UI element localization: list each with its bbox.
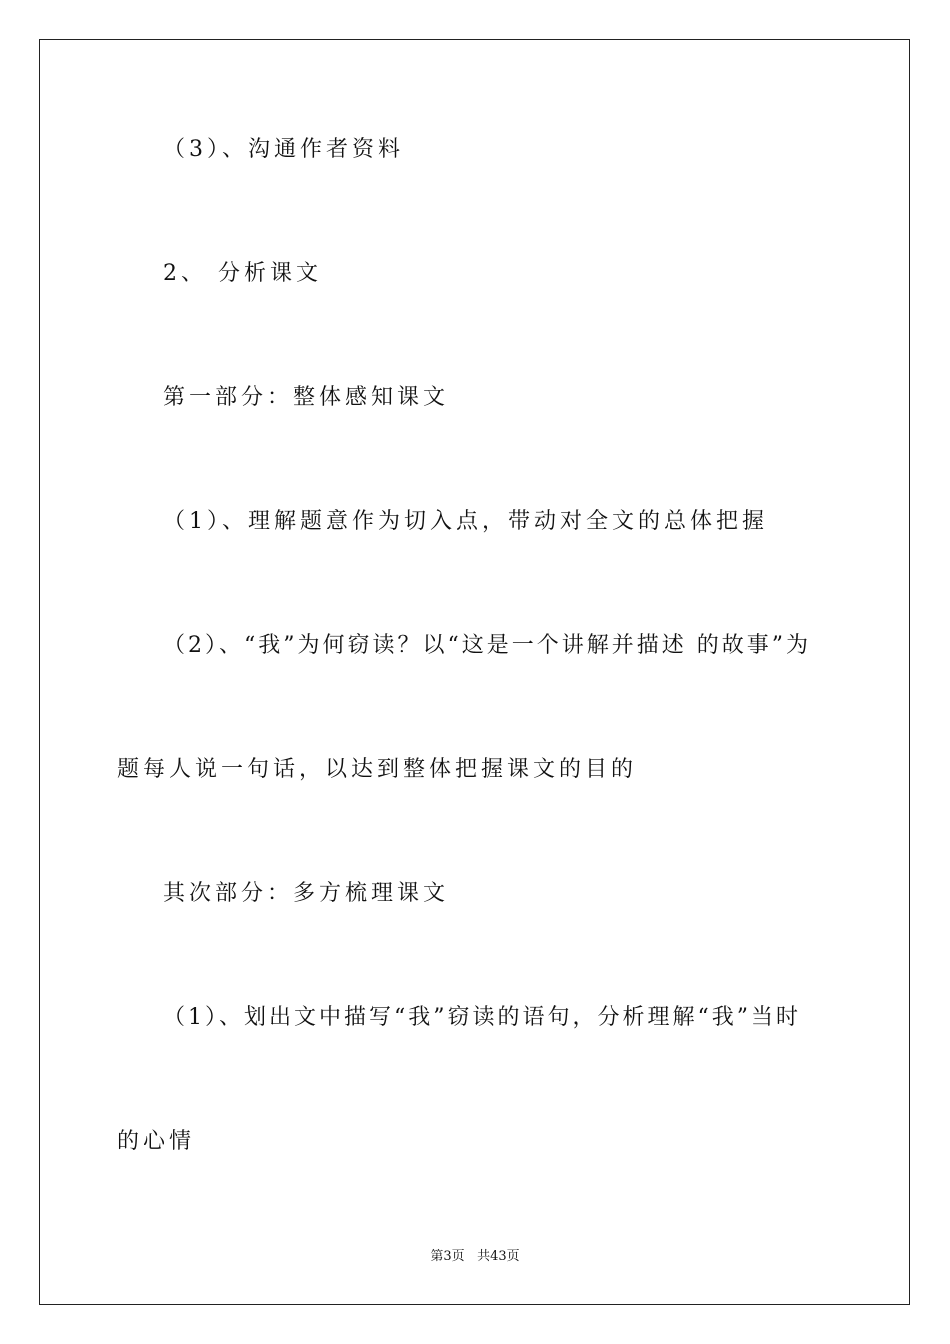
- text-line-3: 第一部分：整体感知课文: [163, 385, 450, 410]
- text-line-6: 题每人说一句话，以达到整体把握课文的目的: [117, 757, 638, 782]
- page-footer: [0, 1248, 950, 1266]
- text-line-5: （2）、“我”为何窃读？以“这是一个讲解并描述 的故事”为: [163, 633, 811, 658]
- text-line-9: 的心情: [117, 1129, 196, 1154]
- text-line-4: （1）、理解题意作为切入点，带动对全文的总体把握: [163, 509, 768, 534]
- text-line-2: 2、 分析课文: [163, 261, 322, 286]
- page-border: [39, 39, 910, 1305]
- total-pages: 共43页: [477, 1249, 520, 1264]
- text-line-7: 其次部分：多方梳理课文: [163, 881, 450, 906]
- text-line-1: （3）、沟通作者资料: [163, 137, 404, 162]
- text-line-8: （1）、划出文中描写“我”窃读的语句，分析理解“我”当时: [163, 1005, 801, 1030]
- page-number: 第3页: [430, 1249, 465, 1264]
